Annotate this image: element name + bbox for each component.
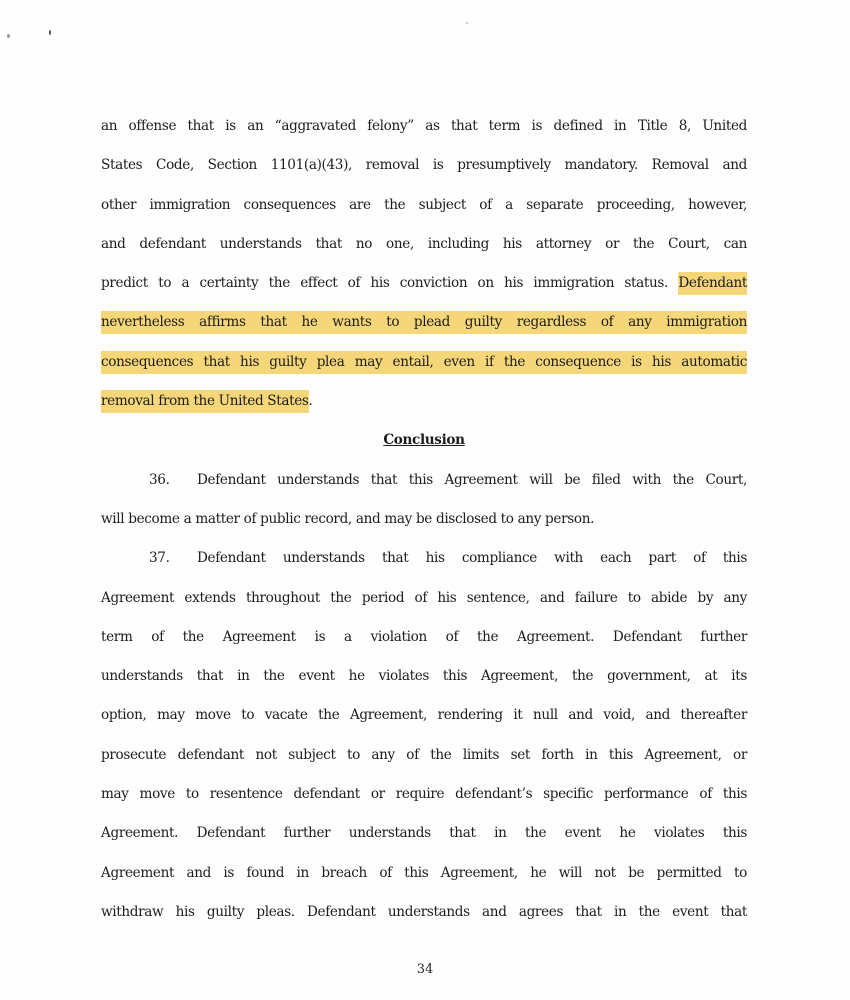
text-line (101, 303, 747, 342)
highlighted-text: Defendant (678, 272, 747, 295)
text-line: understands that in the event he violates this Agreement, the government, at its (101, 668, 747, 685)
page-number: 34 (416, 962, 434, 977)
scan-speck (49, 30, 51, 35)
document-body (101, 107, 747, 932)
highlighted-text: removal from the United States (101, 390, 309, 413)
text-line (101, 343, 747, 382)
text-line: and defendant understands that no one, including his attorney or the Court, can (101, 235, 747, 252)
text-line: Agreement. Defendant further understands that in the event he violates this (101, 825, 747, 842)
text-line: term of the Agreement is a violation of the Agreement. Defendant further (101, 628, 747, 645)
highlighted-text: nevertheless affirms that he wants to plead guilty regardless of any immigration (101, 311, 747, 334)
highlighted-text: consequences that his guilty plea may entail, even if the consequence is his automatic (101, 351, 747, 374)
text-line: Agreement extends throughout the period of his sentence, and failure to abide by any (101, 589, 747, 606)
text-line: option, may move to vacate the Agreement, rendering it null and void, and thereafter (101, 707, 747, 724)
paragraph-number: 37. (149, 550, 170, 567)
paragraph-number: 36. (149, 471, 170, 488)
text-line (101, 264, 747, 303)
text-segment: Defendant understands that this Agreement will be filed with the Court, (197, 471, 747, 488)
scan-speck (7, 34, 10, 38)
text-line: States Code, Section 1101(a)(43), removal is presumptively mandatory. Removal and (101, 157, 747, 174)
text-segment: predict to a certainty the effect of his conviction on his immigration status. (101, 275, 679, 292)
text-line: may move to resentence defendant or require defendant’s specific performance of this (101, 786, 747, 803)
text-line: prosecute defendant not subject to any of the limits set forth in this Agreement, or (101, 746, 747, 763)
scan-speck (466, 22, 468, 24)
text-segment: . (308, 393, 313, 410)
text-line: withdraw his guilty pleas. Defendant understands and agrees that in the event that (101, 903, 747, 920)
text-line: other immigration consequences are the subject of a separate proceeding, however, (101, 196, 747, 213)
text-line: an offense that is an “aggravated felony” as that term is defined in Title 8, United (101, 118, 747, 134)
text-line: will become a matter of public record, and may be disclosed to any person. (101, 510, 595, 527)
text-line (101, 382, 747, 421)
text-segment: Defendant understands that his compliance with each part of this (197, 550, 747, 567)
text-line (101, 539, 747, 578)
section-heading: Conclusion (383, 432, 465, 449)
text-line: Agreement and is found in breach of this Agreement, he will not be permitted to (101, 864, 747, 881)
text-line (101, 461, 747, 500)
